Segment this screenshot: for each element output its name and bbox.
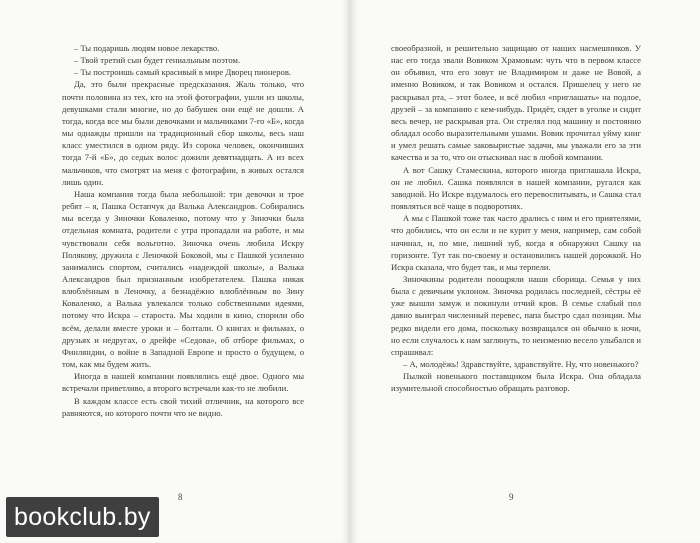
paragraph: – Ты построишь самый красивый в мире Дворец пионеров. <box>74 67 292 78</box>
paragraph: А мы с Пашкой тоже так часто дрались с ним и его приятелями, что добились, что он если и не курит у меня, например, сам собой начинал, и, по мне, лишний зуб, когда я обнаружил Сашку на горизонте. Тут так по-своему и остановились нашей дорожкой. Но Искра сказала, что будет так, и мы терпели. <box>391 213 641 272</box>
paragraph: Зиночкины родители поощряли наши сборища. Семья у них была с девичьим уклоном. Зиночка родилась последней, сёстры её уже вышли замуж и покинули отчий кров. В семье слабый пол давно выиграл численный перевес, папа быстро сдал позиции. Мы редко видели его дома, поскольку возвращался он обычно к ночи, но если случалось к нам заглянуть, то неизменно весело улыбался и спрашивал: <box>391 273 641 357</box>
paragraph: своеобразной, и решительно защищаю от наших насмешников. У нас его тогда звали Вовиком Храмовым: чуть что в первом классе он объявил, что его зовут не Владимиром и даже не Вовой, а именно Вовиком, и так Вовиком и остался. Пришелец у него не раскрывал рта, – этот более, и всё любил «приглашать» на подлое, друзей – за компанию с кем-нибудь. Придёт, сядет в уголке и сидит весь вечер, не раскрывая рта. Он стрелял под машину и постоянно обладал особо выразительными ушами. Вовик прочитал уйму книг и умел решать самые заковыристые задачи, мы уважали его за эти качества и за то, что он отыскивал нас в любой компании. <box>391 43 641 163</box>
page-number: 8 <box>178 492 183 502</box>
paragraph: Пылкой новенького поставщиком была Искра. Она обладала изумительной способностью обращать разговор. <box>391 371 641 394</box>
paragraph: – Ты подаришь людям новое лекарство. <box>74 43 220 53</box>
paragraph: В каждом классе есть свой тихий отличник, на которого все равняются, но которого почти что не видно. <box>62 395 304 418</box>
page-number: 9 <box>509 492 514 502</box>
paragraph: Иногда в нашей компании появлялись ещё двое. Одного мы встречали приветливо, а второго встречали как-то не любили. <box>62 371 304 394</box>
paragraph: – Твой третий сын будет гениальным поэтом. <box>74 55 241 66</box>
left-page-text <box>62 42 304 419</box>
right-page-text <box>391 42 641 395</box>
paragraph: Да, это были прекрасные предсказания. Жаль только, что почти половина из тех, кто на этой фотографии, ушли из школы, девушками стали многие, но до бабушек они ещё не дошли. А тогда, когда все мы были девочками и мальчиками 7-го «Б», когда мы однажды пришли на традиционный сбор школы, весь наш класс уместился в одном ряду. Из сорока человек, окончивших тогда 7-й «Б», до седых волос дожили девятнадцать. А из всех мальчиков, что смотрят на меня с фотографии, в живых остался лишь один. <box>62 79 304 187</box>
paragraph: А вот Сашку Стамескина, которого иногда приглашала Искра, он не любил. Сашка появлялся в нашей компании, ругался как заводной. Но Искре вздумалось его перевоспитывать, и Сашка стал появляться всё чаще в подворотнях. <box>391 164 641 212</box>
paragraph: – А, молодёжь! Здравствуйте, здравствуйте. Ну, что новенького? <box>403 359 639 370</box>
left-page <box>0 0 349 543</box>
right-page <box>351 0 700 543</box>
paragraph: Наша компания тогда была небольшой: три девочки и трое ребят – я, Пашка Остапчук да Валька Александров. Собирались мы всегда у Зиночки Коваленко, потому что у Зиночки была отдельная комната, родители с утра пропадали на работе, и мы чувствовали себя вольготно. Зиночка очень любила Искру Полякову, дружила с Леночкой Боковой, мы с Пашкой усиленно занимались спортом, считались «надеждой школы», а Валька Александров был признанным изобретателем. Пашка никак влюблённым в Леночку, а безнадёжно влюблённым во Зину Коваленко, а Валька увлекался только собственными идеями, потому что Искра – староста. Мы ходили в кино, спорили обо всём, делали вместе уроки и – болтали. О книгах и фильмах, о друзьях и недругах, о дрейфе «Седова», об отборе фильмах, о Финляндии, о войне в Западной Европе и просто о будущем, о том, как мы будем жить. <box>62 188 304 370</box>
bookclub-watermark: bookclub.by <box>6 497 159 537</box>
